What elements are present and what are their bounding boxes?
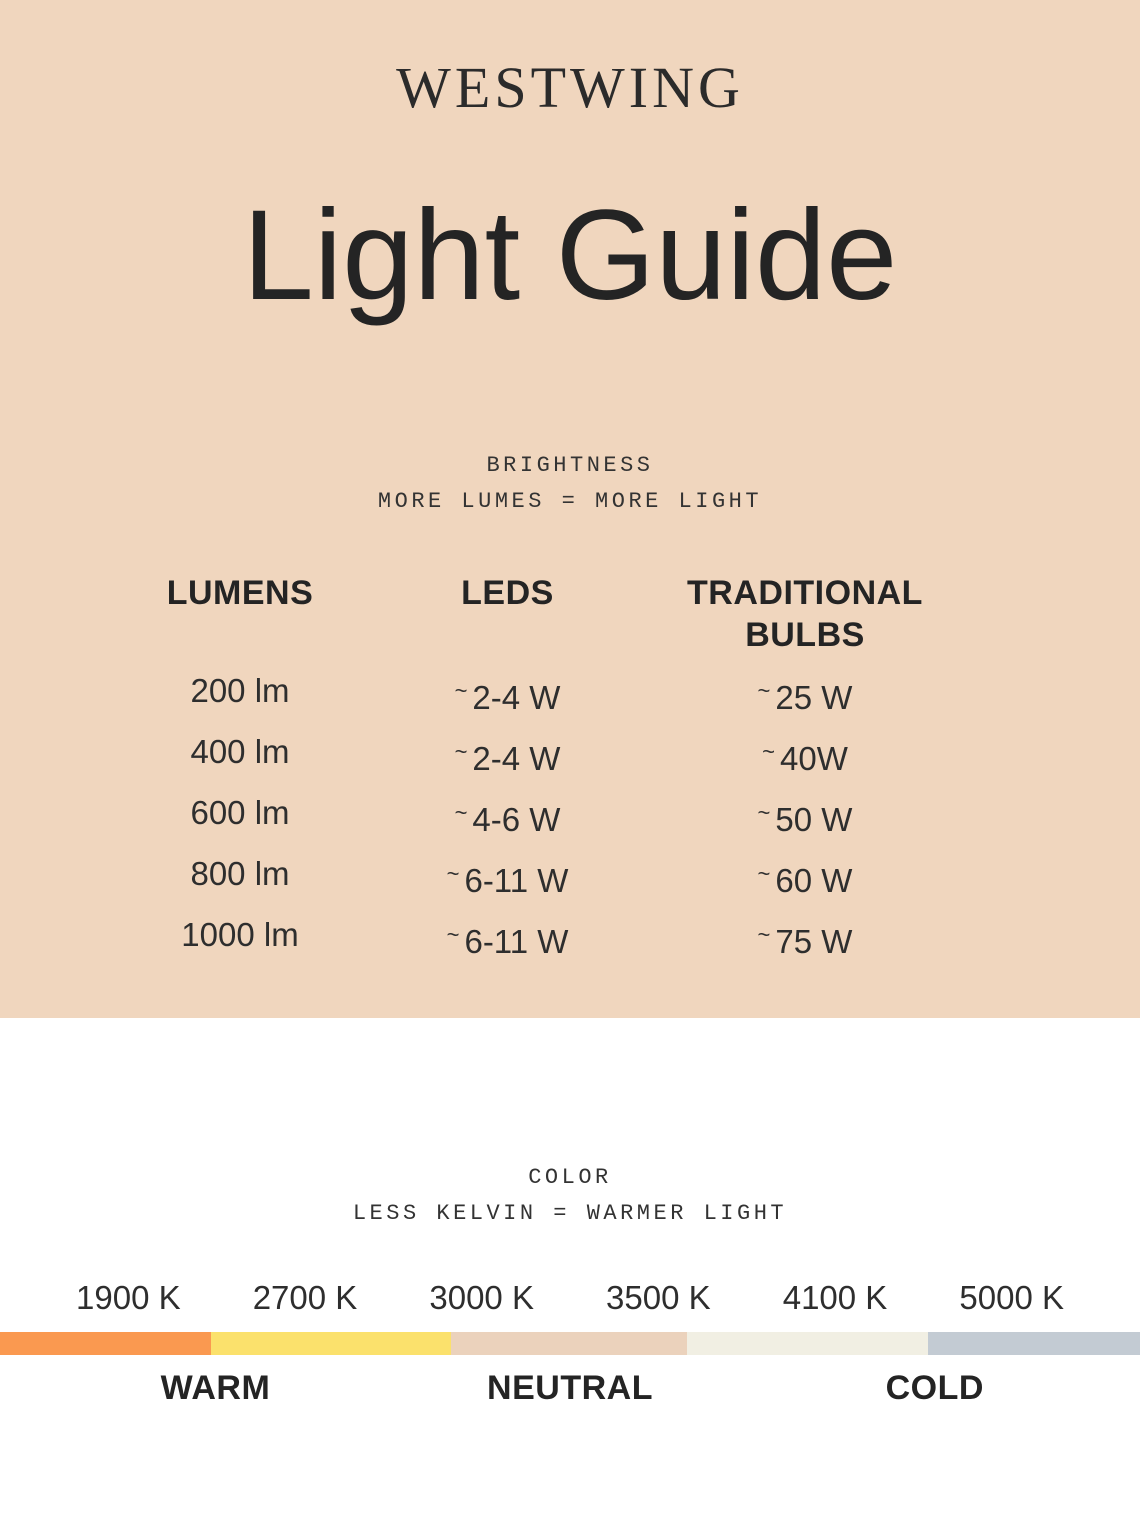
approx-tilde: ~ bbox=[757, 922, 771, 947]
kelvin-label: 3500 K bbox=[606, 1279, 711, 1316]
leds-value: ~ 6-11 W bbox=[390, 908, 625, 969]
scale-segment-cold-bluegray bbox=[928, 1332, 1140, 1355]
column-header-leds: LEDS bbox=[461, 574, 554, 612]
temperature-label-neutral: NEUTRAL bbox=[487, 1369, 653, 1407]
bulbs-value: ~ 25 W bbox=[625, 664, 985, 725]
approx-tilde: ~ bbox=[446, 922, 460, 947]
kelvin-labels-row bbox=[0, 1280, 1140, 1316]
leds-value: ~ 4-6 W bbox=[390, 786, 625, 847]
leds-value: ~ 2-4 W bbox=[390, 664, 625, 725]
approx-tilde: ~ bbox=[757, 861, 771, 886]
bulbs-value: ~ 60 W bbox=[625, 847, 985, 908]
column-header-lumens: LUMENS bbox=[166, 574, 314, 612]
lumens-value: 400 lm bbox=[190, 733, 290, 770]
lumens-value: 600 lm bbox=[190, 794, 290, 831]
kelvin-label: 1900 K bbox=[76, 1279, 181, 1316]
color-heading-block bbox=[0, 1160, 1140, 1232]
leds-value: ~ 6-11 W bbox=[390, 847, 625, 908]
kelvin-label: 5000 K bbox=[959, 1279, 1064, 1316]
bulbs-value: ~ 50 W bbox=[625, 786, 985, 847]
temperature-label-warm: WARM bbox=[160, 1369, 271, 1407]
approx-tilde: ~ bbox=[757, 678, 771, 703]
lumens-value: 800 lm bbox=[190, 855, 290, 892]
page-title: Light Guide bbox=[242, 184, 898, 327]
scale-segment-warm-yellow bbox=[211, 1332, 452, 1355]
approx-tilde: ~ bbox=[454, 678, 468, 703]
bulbs-value: ~ 75 W bbox=[625, 908, 985, 969]
scale-segment-neutral-beige bbox=[451, 1332, 687, 1355]
approx-tilde: ~ bbox=[762, 739, 775, 764]
bulbs-value: ~ 40W bbox=[625, 725, 985, 786]
scale-segment-neutral-cream bbox=[687, 1332, 928, 1355]
approx-tilde: ~ bbox=[446, 861, 460, 886]
approx-tilde: ~ bbox=[757, 800, 771, 825]
kelvin-label: 2700 K bbox=[252, 1279, 358, 1316]
brightness-table bbox=[90, 572, 985, 969]
scale-segment-warm-orange bbox=[0, 1332, 211, 1355]
column-header-bulbs: TRADITIONAL BULBS bbox=[687, 574, 923, 654]
lumens-value: 200 lm bbox=[190, 672, 290, 709]
brightness-heading-block bbox=[0, 448, 1140, 520]
temperature-labels-row bbox=[0, 1369, 1140, 1409]
color-subheading: LESS KELVIN = WARMER LIGHT bbox=[352, 1201, 788, 1226]
color-heading: COLOR bbox=[528, 1165, 612, 1190]
approx-tilde: ~ bbox=[454, 800, 468, 825]
temperature-label-cold: COLD bbox=[885, 1369, 984, 1407]
approx-tilde: ~ bbox=[454, 739, 468, 764]
leds-value: ~ 2-4 W bbox=[390, 725, 625, 786]
lumens-value: 1000 lm bbox=[181, 916, 299, 953]
color-section bbox=[0, 1018, 1140, 1409]
westwing-logo: WESTWING bbox=[396, 55, 744, 120]
brightness-subheading: MORE LUMES = MORE LIGHT bbox=[377, 489, 763, 514]
color-temperature-scale bbox=[0, 1332, 1140, 1355]
brightness-heading: BRIGHTNESS bbox=[486, 453, 654, 478]
kelvin-label: 3000 K bbox=[429, 1279, 534, 1316]
kelvin-label: 4100 K bbox=[782, 1279, 888, 1316]
